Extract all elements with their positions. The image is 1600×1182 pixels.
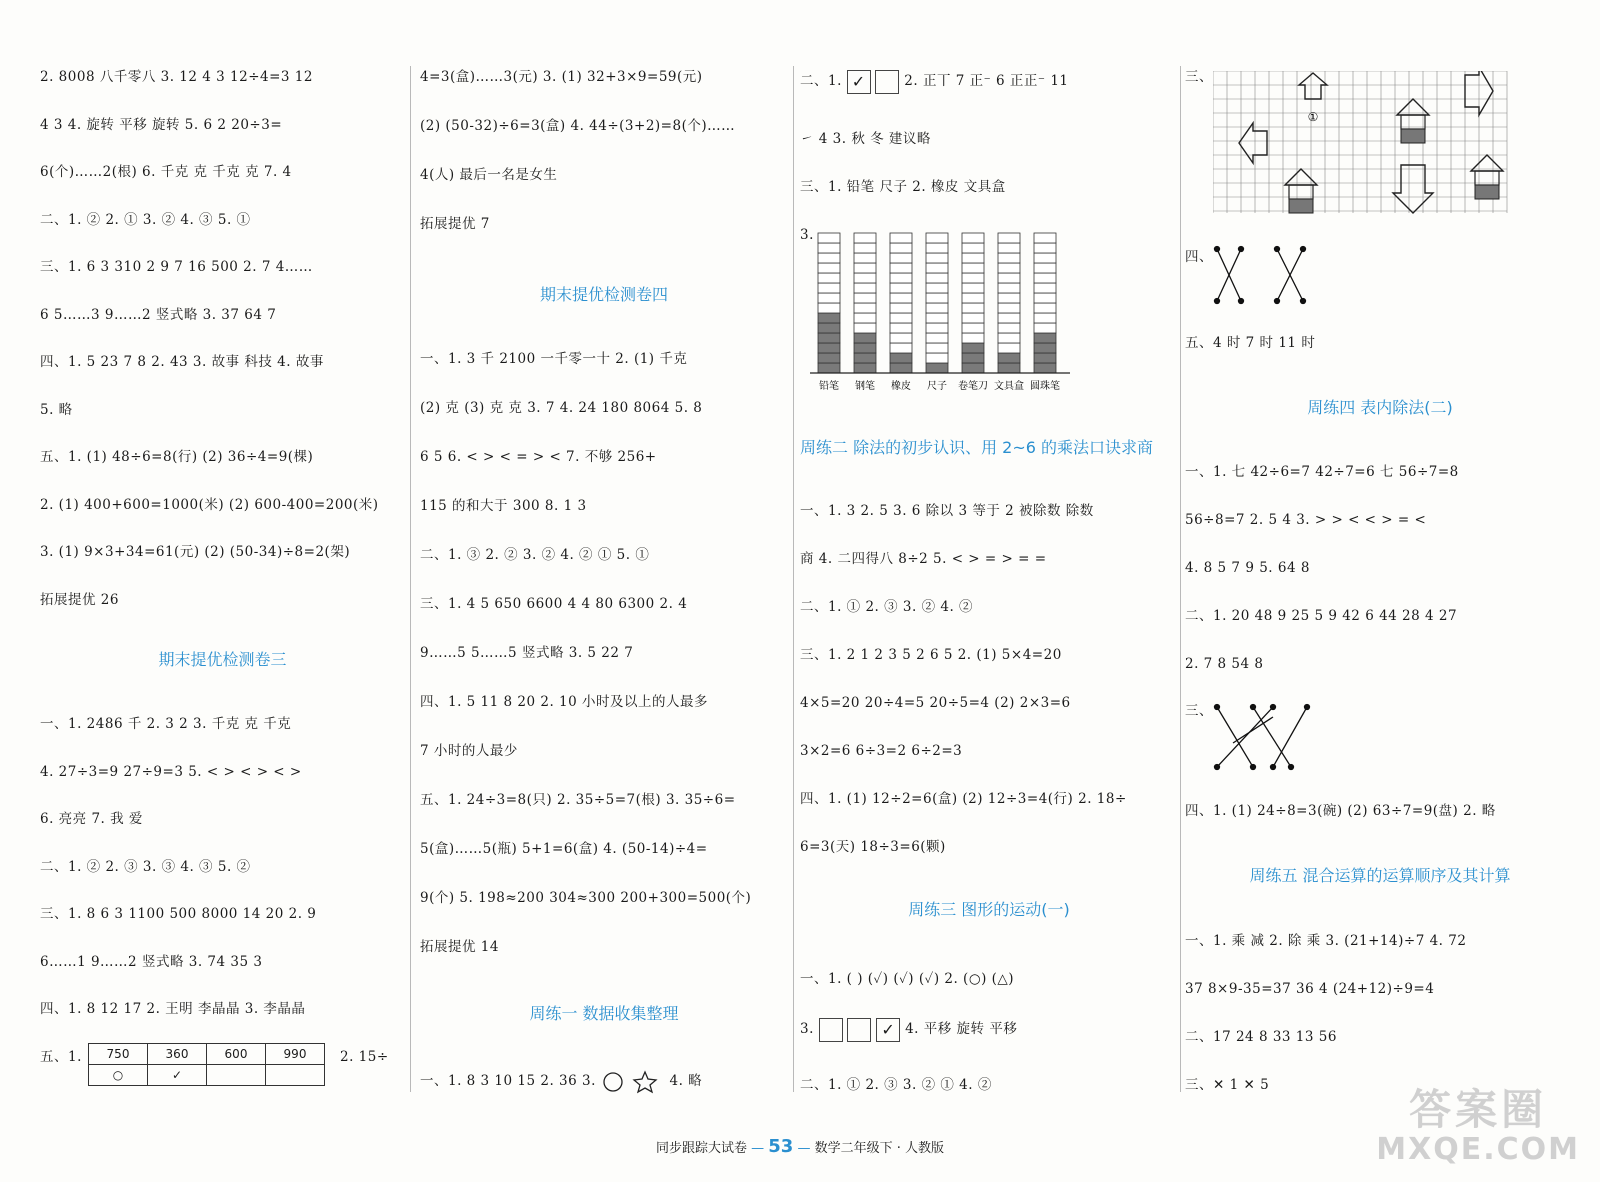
answer-line: 二、1. 20 48 9 25 5 9 42 6 44 28 4 27 <box>1185 608 1458 624</box>
bar-cell-empty <box>890 313 912 323</box>
arrow-shapes <box>1239 71 1493 213</box>
answer-label: 3. <box>800 227 814 243</box>
answer-line: 一、1. 2486 千 2. 3 2 3. 千克 克 千克 <box>40 716 292 732</box>
answer-line: (2) (50-32)÷6=3(盒) 4. 44÷(3+2)=8(个)…… <box>420 118 736 134</box>
answer-line: 二、1. ① 2. ③ 3. ② ① 4. ② <box>800 1077 992 1093</box>
bar-cell-filled <box>1034 333 1056 343</box>
column-divider <box>410 66 411 1092</box>
answer-label: 五、1. <box>40 1049 82 1065</box>
answer-line: 二、1. ① 2. ③ 3. ② 4. ② <box>800 599 974 615</box>
bar-cell-empty <box>854 293 876 303</box>
bar-cell-empty <box>926 253 948 263</box>
answer-line: 二、1. ② 2. ③ 3. ③ 4. ③ 5. ② <box>40 858 251 875</box>
section-title: 周练一 数据收集整理 <box>529 1004 679 1023</box>
bar-cell-empty <box>926 233 948 243</box>
bar-cell-filled <box>818 343 840 353</box>
answer-line: 6(个)……2(根) 6. 千克 克 千克 克 7. 4 <box>40 164 292 180</box>
bar-cell-filled <box>998 363 1020 373</box>
answer-line: 6. 亮亮 7. 我 爱 <box>40 811 143 827</box>
bar-cell-empty <box>1034 293 1056 303</box>
section-title: 周练五 混合运算的运算顺序及其计算 <box>1249 866 1511 885</box>
answer-line: 一、1. 乘 减 2. 除 乘 3. (21+14)÷7 4. 72 <box>1185 933 1467 949</box>
section-title: 周练四 表内除法(二) <box>1307 398 1453 417</box>
answer-line: 商 4. 二四得八 8÷2 5. < > = > = = <box>800 551 1047 567</box>
bar-cell-empty <box>998 273 1020 283</box>
bar-cell-empty <box>890 323 912 333</box>
tick-label: 钢笔 <box>855 381 875 392</box>
answer-line <box>800 67 1178 95</box>
answer-line: 56÷8=7 2. 5 4 3. > > < < > = < <box>1185 512 1427 528</box>
bar-cell-filled <box>854 363 876 373</box>
bar-cell-empty <box>962 283 984 293</box>
answer-line: 一、1. 七 42÷6=7 42÷7=6 七 56÷7=8 <box>1185 464 1459 480</box>
bar-cell-filled <box>962 343 984 353</box>
bar-cell-filled <box>926 363 948 373</box>
column-divider <box>793 66 794 1092</box>
bar-cell-empty <box>890 273 912 283</box>
table-cell: 750 <box>89 1044 148 1065</box>
bar-cell-filled <box>818 333 840 343</box>
answer-column-3 <box>800 55 1178 1102</box>
answer-line: 拓展提优 7 <box>420 216 490 232</box>
section-title: 周练三 图形的运动(一) <box>908 900 1070 919</box>
bar <box>998 233 1020 373</box>
bar-cell-filled <box>854 343 876 353</box>
answer-line: 一、1. ( ) (✓) (✓) (✓) 2. (○) (△) <box>800 971 1015 987</box>
bar-cell-empty <box>1034 263 1056 273</box>
bar-cell-empty <box>890 283 912 293</box>
tick-label: 文具盒 <box>994 381 1024 392</box>
bar-cell-empty <box>998 323 1020 333</box>
bar-chart <box>810 225 1130 405</box>
bar-cell-empty <box>998 343 1020 353</box>
answer-label: 三、 <box>1185 703 1213 719</box>
bar-cell-filled <box>890 353 912 363</box>
answer-line: 6=3(天) 18÷3=6(颗) <box>800 839 946 855</box>
grid-lines <box>1213 71 1507 213</box>
bar-cell-empty <box>962 303 984 313</box>
bar-cell-empty <box>998 263 1020 273</box>
answer-line <box>800 1015 1178 1043</box>
bar-cell-empty <box>854 313 876 323</box>
bar <box>926 233 948 373</box>
bar-cell-empty <box>926 333 948 343</box>
bar-cell-empty <box>926 353 948 363</box>
bar-cell-filled <box>818 323 840 333</box>
answer-line: 二、17 24 8 33 13 56 <box>1185 1029 1337 1045</box>
answer-line: 拓展提优 14 <box>420 939 499 955</box>
bar-cell-filled <box>998 353 1020 363</box>
answer-line: 2. (1) 400+600=1000(米) (2) 600-400=200(米) <box>40 496 379 513</box>
answer-line <box>420 1067 788 1095</box>
bar <box>890 233 912 373</box>
answer-line: 9……5 5……5 竖式略 3. 5 22 7 <box>420 645 634 661</box>
bar-cell-filled <box>854 353 876 363</box>
bar-cell-empty <box>1034 323 1056 333</box>
bar-cell-empty <box>998 313 1020 323</box>
bar-cell-filled <box>1034 343 1056 353</box>
answer-line: 2. 7 8 54 8 <box>1185 656 1264 672</box>
bar-cell-empty <box>890 253 912 263</box>
answer-line: 3×2=6 6÷3=2 6÷2=3 <box>800 743 963 759</box>
bar-cell-empty <box>998 283 1020 293</box>
bar-cell-empty <box>818 253 840 263</box>
table-cell: 600 <box>207 1044 266 1065</box>
table-cell: 360 <box>148 1044 207 1065</box>
tick-label: 圆珠笔 <box>1030 381 1060 392</box>
table-cell <box>207 1065 266 1086</box>
section-title: 周练二 除法的初步认识、用 2~6 的乘法口诀求商 <box>800 438 1154 457</box>
bar-cell-empty <box>962 253 984 263</box>
bar <box>818 233 840 373</box>
matching-figure <box>1213 245 1333 305</box>
circle-star-icons <box>601 1070 665 1094</box>
bar-cell-empty <box>818 263 840 273</box>
answer-line: 三、1. 铅笔 尺子 2. 橡皮 文具盒 <box>800 179 1006 195</box>
bar-cell-empty <box>1034 253 1056 263</box>
book-title: 同步跟踪大试卷 <box>655 1141 747 1156</box>
bar-cell-empty <box>1034 233 1056 243</box>
answer-label: 3. <box>800 1021 814 1037</box>
bar-cell-empty <box>926 243 948 253</box>
bar-cell-empty <box>818 233 840 243</box>
circle-icon <box>604 1073 622 1091</box>
table-cell: ○ <box>89 1065 148 1086</box>
section-title: 期末提优检测卷三 <box>158 650 287 669</box>
table-cell <box>266 1065 325 1086</box>
answer-line: (2) 克 (3) 克 克 3. 7 4. 24 180 8064 5. 8 <box>420 400 703 416</box>
bar-cell-empty <box>926 283 948 293</box>
answer-line: 四、1. 5 11 8 20 2. 10 小时及以上的人最多 <box>420 694 709 710</box>
tick-label: 卷笔刀 <box>958 381 988 392</box>
bar-cell-empty <box>890 263 912 273</box>
bar-cell-empty <box>890 293 912 303</box>
bar-cell-filled <box>962 363 984 373</box>
bar-cell-filled <box>818 353 840 363</box>
bar-cell-empty <box>926 323 948 333</box>
answer-line: 5(盒)……5(瓶) 5+1=6(盒) 4. (50-14)÷4= <box>420 841 708 857</box>
matching-figure-2 <box>1213 703 1323 773</box>
bar-cell-empty <box>962 233 984 243</box>
bar-cell-filled <box>1034 353 1056 363</box>
answer-line: 三、1. 2 1 2 3 5 2 6 5 2. (1) 5×4=20 <box>800 647 1062 663</box>
answer-text: 2. 正丅 7 正⁻ 6 正正⁻ 11 <box>904 73 1069 89</box>
answer-line: 四、1. (1) 12÷2=6(盒) (2) 12÷3=4(行) 2. 18÷ <box>800 791 1127 807</box>
answer-label: 二、1. <box>800 73 842 89</box>
answer-line: 9(个) 5. 198≈200 304≈300 200+300=500(个) <box>420 890 752 906</box>
bar-cell-empty <box>818 273 840 283</box>
bar-cell-empty <box>926 293 948 303</box>
section-title: 期末提优检测卷四 <box>539 285 668 304</box>
bar-cell-empty <box>962 273 984 283</box>
answer-line: 三、1. 8 6 3 1100 500 8000 14 20 2. 9 <box>40 906 317 922</box>
answer-text: 4. 略 <box>669 1073 703 1089</box>
answer-line: 四、1. 8 12 17 2. 王明 李晶晶 3. 李晶晶 <box>40 1001 306 1017</box>
answer-line: 4=3(盒)……3(元) 3. (1) 32+3×9=59(元) <box>420 69 703 85</box>
answer-line: 4 3 4. 旋转 平移 旋转 5. 6 2 20÷3= <box>40 116 283 133</box>
bar-cell-empty <box>926 263 948 273</box>
bar-cell-empty <box>890 233 912 243</box>
bar-cell-empty <box>926 303 948 313</box>
bar-cell-empty <box>854 283 876 293</box>
bar-cell-filled <box>1034 363 1056 373</box>
watermark-url: MXQE.COM <box>1376 1132 1580 1167</box>
bar <box>1034 233 1056 373</box>
bar-cell-empty <box>818 303 840 313</box>
bar-cell-empty <box>926 343 948 353</box>
answer-line: 二、1. ③ 2. ② 3. ② 4. ② ① 5. ① <box>420 547 650 563</box>
answer-line: 一、1. 3 千 2100 一千零一十 2. (1) 千克 <box>420 351 688 367</box>
bar-cell-empty <box>890 333 912 343</box>
grid-figure <box>1213 71 1513 217</box>
bar-cell-empty <box>1034 303 1056 313</box>
watermark <box>1376 1085 1580 1167</box>
watermark-logo: 答案圈 <box>1409 1085 1548 1134</box>
bar-cell-filled <box>818 363 840 373</box>
grid-mark: ① <box>1307 110 1319 124</box>
bar-cell-empty <box>854 233 876 243</box>
answer-line: 一、1. 3 2. 5 3. 6 除以 3 等于 2 被除数 除数 <box>800 503 1094 519</box>
bar-cell-empty <box>926 273 948 283</box>
answer-line: 4(人) 最后一名是女生 <box>420 167 558 183</box>
bar-cell-filled <box>890 363 912 373</box>
answer-line: 五、1. (1) 48÷6=8(行) (2) 36÷4=9(棵) <box>40 449 314 465</box>
bar-cell-empty <box>962 313 984 323</box>
answer-line: 四、1. (1) 24÷8=3(碗) (2) 63÷7=9(盘) 2. 略 <box>1185 803 1496 819</box>
bar-cell-empty <box>1034 313 1056 323</box>
bar-cell-empty <box>962 333 984 343</box>
answer-text: 一、1. 8 3 10 15 2. 36 3. <box>420 1073 596 1089</box>
bar-cell-empty <box>818 243 840 253</box>
bar-cell-empty <box>962 243 984 253</box>
arrow-left-shape <box>1239 123 1267 163</box>
bar-cell-empty <box>818 293 840 303</box>
arrow-up-shape <box>1299 73 1327 99</box>
bar-cell-empty <box>998 303 1020 313</box>
answer-label: 三、 <box>1185 69 1213 85</box>
table-cell: ✓ <box>148 1065 207 1086</box>
bar-cell-filled <box>962 353 984 363</box>
arrow-down-shape <box>1393 165 1433 213</box>
answer-line: 五、4 时 7 时 11 时 <box>1185 335 1316 351</box>
bar-cell-empty <box>998 293 1020 303</box>
table-cell: 990 <box>266 1044 325 1065</box>
bar-cell-empty <box>962 293 984 303</box>
empty-box <box>875 70 899 94</box>
bar-cell-empty <box>890 303 912 313</box>
bar-cell-empty <box>890 343 912 353</box>
bar-cell-empty <box>854 253 876 263</box>
bar-cell-empty <box>854 263 876 273</box>
answer-line: ㇀ 4 3. 秋 冬 建议略 <box>800 131 931 147</box>
page-footer: 同步跟踪大试卷 — 53 — 数学二年级下 · 人教版 <box>655 1136 945 1157</box>
answer-line: 二、1. ② 2. ① 3. ② 4. ③ 5. ① <box>40 211 251 228</box>
answer-line: 37 8×9-35=37 36 4 (24+12)÷9=4 <box>1185 981 1435 997</box>
bar-cell-empty <box>926 313 948 323</box>
answer-line: 2. 15÷ <box>340 1049 389 1065</box>
bar-cell-empty <box>998 253 1020 263</box>
column-divider <box>1180 66 1181 1092</box>
answer-table <box>88 1043 325 1086</box>
answer-line: 3. (1) 9×3+34=61(元) (2) (50-34)÷8=2(架) <box>40 544 351 560</box>
bar-cell-filled <box>854 333 876 343</box>
answer-text: 4. 平移 旋转 平移 <box>905 1021 1018 1037</box>
bar-cell-empty <box>1034 273 1056 283</box>
bar-cell-empty <box>962 323 984 333</box>
bar-cell-empty <box>854 303 876 313</box>
bar-cell-empty <box>998 243 1020 253</box>
answer-column-1 <box>40 55 405 1102</box>
bar-cell-empty <box>818 283 840 293</box>
book-subject: 数学二年级下 · 人教版 <box>814 1141 945 1156</box>
bar-cell-empty <box>854 243 876 253</box>
answer-line: 四、1. 5 23 7 8 2. 43 3. 故事 科技 4. 故事 <box>40 354 324 370</box>
answer-line: 5. 略 <box>40 401 73 418</box>
answer-line: 4. 27÷3=9 27÷9=3 5. < > < > < > <box>40 763 302 780</box>
bar-cell-empty <box>998 333 1020 343</box>
answer-line: 7 小时的人最少 <box>420 743 518 759</box>
empty-box <box>819 1018 843 1042</box>
answer-line: 115 的和大于 300 8. 1 3 <box>420 498 587 514</box>
answer-line: 三、✕ 1 ✕ 5 <box>1185 1077 1270 1093</box>
bar-cell-empty <box>854 273 876 283</box>
table-row <box>89 1044 325 1065</box>
check-box: ✓ <box>847 70 871 94</box>
answer-line: 4×5=20 20÷4=5 20÷5=4 (2) 2×3=6 <box>800 695 1071 711</box>
page-number: 53 <box>768 1136 794 1157</box>
star-icon <box>634 1072 656 1092</box>
bar <box>962 233 984 373</box>
answer-line: 拓展提优 26 <box>40 591 119 608</box>
check-box: ✓ <box>876 1018 900 1042</box>
answer-line: 三、1. 4 5 650 6600 4 4 80 6300 2. 4 <box>420 596 688 612</box>
empty-box <box>847 1018 871 1042</box>
tick-label: 铅笔 <box>819 381 839 392</box>
answer-line: 6……1 9……2 竖式略 3. 74 35 3 <box>40 953 263 970</box>
table-row <box>89 1065 325 1086</box>
bar-cell-filled <box>818 313 840 323</box>
answer-column-2 <box>420 55 788 1102</box>
answer-line: 2. 8008 八千零八 3. 12 4 3 12÷4=3 12 <box>40 69 313 85</box>
bar-cell-empty <box>1034 283 1056 293</box>
answer-line: 6 5 6. < > < = > < 7. 不够 256+ <box>420 449 657 465</box>
bar-cell-empty <box>998 233 1020 243</box>
bar-cell-empty <box>1034 243 1056 253</box>
answer-line: 4. 8 5 7 9 5. 64 8 <box>1185 560 1310 576</box>
bar-cell-empty <box>890 243 912 253</box>
answer-line: 五、1. 24÷3=8(只) 2. 35÷5=7(根) 3. 35÷6= <box>420 792 736 808</box>
answer-line: 三、1. 6 3 310 2 9 7 16 500 2. 7 4…… <box>40 259 313 275</box>
answer-column-4 <box>1185 55 1575 1102</box>
bar-cell-empty <box>854 323 876 333</box>
answer-label: 四、 <box>1185 249 1213 265</box>
bar-cell-empty <box>962 263 984 273</box>
answer-line: 6 5……3 9……2 竖式略 3. 37 64 7 <box>40 306 277 323</box>
tick-label: 橡皮 <box>891 381 911 392</box>
tick-label: 尺子 <box>927 381 947 392</box>
bar <box>854 233 876 373</box>
